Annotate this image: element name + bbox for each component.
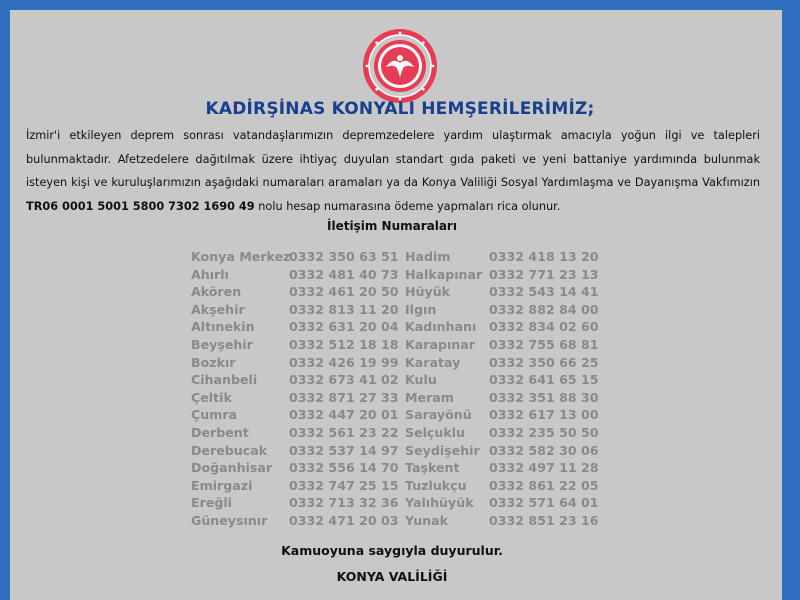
contact-row <box>405 512 599 530</box>
contact-row <box>191 389 399 407</box>
contacts-left-column <box>191 248 399 530</box>
contact-name: Tuzlukçu <box>405 477 467 493</box>
contact-phone: 0332 556 14 70 <box>289 460 399 476</box>
contact-row <box>191 459 399 477</box>
contact-row <box>191 354 399 372</box>
contacts-right-column <box>405 248 599 530</box>
contact-name: Derbent <box>191 424 249 440</box>
paragraph-tail: nolu hesap numarasına ödeme yapmaları rica olunur. <box>254 199 561 213</box>
contact-row <box>191 494 399 512</box>
contact-name: Meram <box>405 389 454 405</box>
contact-name: Seydişehir <box>405 442 480 458</box>
iban-number: TR06 0001 5001 5800 7302 1690 49 <box>26 199 255 213</box>
contact-phone: 0332 834 02 60 <box>489 319 599 335</box>
contact-phone: 0332 617 13 00 <box>489 407 599 423</box>
contact-phone: 0332 861 22 05 <box>489 477 599 493</box>
contact-phone: 0332 571 64 01 <box>489 495 599 511</box>
contact-phone: 0332 871 27 33 <box>289 389 399 405</box>
contact-row <box>405 248 599 266</box>
contact-name: Çeltik <box>191 389 232 405</box>
contact-row <box>405 354 599 372</box>
contact-name: Akören <box>191 284 242 300</box>
contact-phone: 0332 350 63 51 <box>289 249 399 264</box>
contact-row <box>405 459 599 477</box>
contact-phone: 0332 747 25 15 <box>289 477 399 493</box>
contact-name: Akşehir <box>191 301 245 317</box>
contact-phone: 0332 851 23 16 <box>489 512 599 528</box>
contact-name: Selçuklu <box>405 424 466 440</box>
contact-name: Güneysınır <box>191 512 268 528</box>
contact-phone: 0332 426 19 99 <box>289 354 399 370</box>
contact-name: Cihanbeli <box>191 372 258 388</box>
contact-row <box>405 442 599 460</box>
contact-row <box>191 283 399 301</box>
contact-name: Sarayönü <box>405 407 472 423</box>
contact-row <box>191 371 399 389</box>
contact-phone: 0332 512 18 18 <box>289 336 399 352</box>
contact-name: Bozkır <box>191 354 236 370</box>
contact-row <box>191 318 399 336</box>
contact-phone: 0332 813 11 20 <box>289 301 399 317</box>
contact-name: Taşkent <box>405 460 460 476</box>
signature-governorship: KONYA VALİLİĞİ <box>336 569 448 584</box>
contact-row <box>405 494 599 512</box>
contact-row <box>405 318 599 336</box>
contact-phone: 0332 631 20 04 <box>289 319 399 335</box>
paragraph-text: İzmir'i etkileyen deprem sonrası vatandaşlarımızın depremzedelere yardım ulaştırmak amacıyla yoğun ilgi ve talepleri bulunmaktadır. Afetzedelere dağıtılmak üzere ihtiyaç duyulan standart gıda paketi ve yeni battaniye yardımında bulunmak isteyen kişi ve kuruluşlarımızın aşağıdaki numaraları aramaları ya da Konya Valiliği Sosyal Yardımlaşma ve Dayanışma Vakfımızın <box>26 129 760 189</box>
contact-name: Çumra <box>191 407 238 423</box>
contact-row <box>405 389 599 407</box>
closing-statement: Kamuoyuna saygıyla duyurulur. <box>281 543 503 558</box>
contact-phone: 0332 235 50 50 <box>489 424 599 440</box>
contact-phone: 0332 755 68 81 <box>489 336 599 352</box>
contacts-heading: İletişim Numaraları <box>327 219 457 233</box>
contact-row <box>191 301 399 319</box>
contact-phone: 0332 471 20 03 <box>289 512 399 528</box>
contact-phone: 0332 561 23 22 <box>289 424 399 440</box>
contact-row <box>191 477 399 495</box>
contact-row <box>405 301 599 319</box>
contact-name: Doğanhisar <box>191 460 273 476</box>
contact-row <box>191 424 399 442</box>
contact-name: Hadim <box>405 249 451 264</box>
contact-row <box>405 283 599 301</box>
contact-row <box>405 336 599 354</box>
contact-name: Beyşehir <box>191 336 253 352</box>
contact-phone: 0332 461 20 50 <box>289 284 399 300</box>
contact-name: Kulu <box>405 372 437 388</box>
contact-row <box>191 248 399 266</box>
contact-row <box>191 512 399 530</box>
contact-name: Altınekin <box>191 319 255 335</box>
contact-name: Ahırlı <box>191 266 229 282</box>
contact-phone: 0332 543 14 41 <box>489 284 599 300</box>
contact-name: Karapınar <box>405 336 475 352</box>
contact-name: Karatay <box>405 354 461 370</box>
contact-row <box>405 371 599 389</box>
contact-phone: 0332 418 13 20 <box>489 249 599 264</box>
contact-phone: 0332 537 14 97 <box>289 442 399 458</box>
contact-name: Ilgın <box>405 301 437 317</box>
contact-name: Kadınhanı <box>405 319 477 335</box>
contact-phone: 0332 582 30 06 <box>489 442 599 458</box>
contact-phone: 0332 771 23 13 <box>489 266 599 282</box>
contact-phone: 0332 481 40 73 <box>289 266 399 282</box>
contact-phone: 0332 713 32 36 <box>289 495 399 511</box>
contact-name: Konya Merkez <box>191 249 291 264</box>
contact-phone: 0332 350 66 25 <box>489 354 599 370</box>
contact-phone: 0332 497 11 28 <box>489 460 599 476</box>
page-title: KADİRŞİNAS KONYALI HEMŞERİLERİMİZ; <box>205 99 595 119</box>
contact-row <box>191 442 399 460</box>
contact-name: Emirgazi <box>191 477 253 493</box>
contact-phone: 0332 351 88 30 <box>489 389 599 405</box>
contact-row <box>405 424 599 442</box>
contact-row <box>405 266 599 284</box>
contact-row <box>191 336 399 354</box>
contact-row <box>405 406 599 424</box>
contact-name: Derebucak <box>191 442 268 458</box>
contact-phone: 0332 447 20 01 <box>289 407 399 423</box>
contact-phone: 0332 882 84 00 <box>489 301 599 317</box>
contact-row <box>191 406 399 424</box>
contact-name: Yalıhüyük <box>405 495 474 511</box>
contact-name: Ereğli <box>191 495 233 511</box>
contact-phone: 0332 641 65 15 <box>489 372 599 388</box>
contact-name: Yunak <box>405 512 449 528</box>
contact-phone: 0332 673 41 02 <box>289 372 399 388</box>
contact-name: Halkapınar <box>405 266 483 282</box>
contact-row <box>191 266 399 284</box>
contact-name: Hüyük <box>405 284 451 300</box>
contact-row <box>405 477 599 495</box>
announcement-paragraph <box>26 124 760 218</box>
governorship-seal-icon <box>361 27 439 105</box>
